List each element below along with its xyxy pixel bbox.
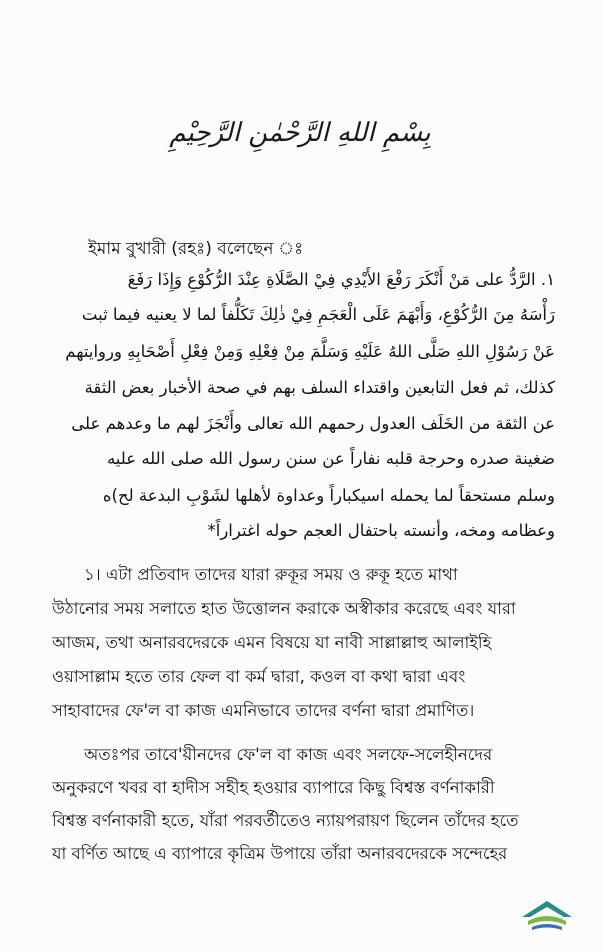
bismillah-calligraphy: بِسْمِ اللهِ الرَّحْمٰنِ الرَّحِيْمِ [169, 118, 431, 148]
bangla-line: উঠানোর সময় সলাতে হাত উত্তোলন করাকে অস্বীকার করেছে এবং যারা [52, 599, 516, 618]
bangla-line: অতঃপর তাবে'য়ীনদের ফে'ল বা কাজ এবং সলফে-সলেহীনদের [84, 745, 493, 764]
arabic-line: كذلك، ثم فعل التابعين واقتداء السلف بهم في صحة الأخبار بعض الثقة [84, 378, 555, 397]
arabic-line: عَنْ رَسُوْلِ اللهِ صَلَّى اللهُ عَلَيْهِ وَسَلَّمَ مِنْ فِعْلِهِ وَمِنْ فِعْلِ أَصْحَابِهِ وروايتهم [65, 342, 555, 361]
bangla-line: ওয়াসাল্লাম হতে তার ফেল বা কর্ম দ্বারা, কওল বা কথা দ্বারা এবং [52, 667, 466, 686]
arabic-line: عن الثقة من الخَلَف العدول رحمهم الله تعالى وأَنْجَزَ لهم ما وعدهم على [71, 414, 555, 433]
arabic-line: ضغينة صدره وحرجة قلبه نفاراً عن سنن رسول الله صلى الله عليه [106, 449, 555, 468]
arabic-line: رَأْسَهُ مِنَ الرُّكُوْعِ، وَأَبْهَمَ عَلَى الْعَجَمِ فِيْ ذٰلِكَ تَكَلُّفاً لما لا يعنيه فيما ثبت [81, 305, 555, 324]
arabic-line: ١. الرَّدُّ على مَنْ أَنْكَرَ رَفْعَ الأَيْدِي فِيْ الصَّلَاةِ عِنْدَ الرُّكُوْعِ وَإِذَا رَفَعَ [127, 270, 555, 289]
publisher-logo [518, 895, 576, 935]
bangla-line: অনুকরণে খবর বা হাদীস সহীহ হওয়ার ব্যাপারে কিছু বিশ্বস্ত বর্ণনাকারী [52, 778, 495, 797]
logo-book-icon [528, 916, 566, 925]
logo-wave-icon [532, 924, 562, 930]
arabic-line: وعظامه ومخه، وأنسته باحتفال العجم حوله اغتراراً* [207, 521, 555, 540]
intro-heading: ইমাম বুখারী (রহঃ) বলেছেন ঃ [88, 239, 304, 259]
logo-roof-icon [522, 901, 572, 917]
arabic-line: وسلم مستحقاً لما يحمله اسيكباراً وعداوة لأهلها لشَوْبِ البدعة لح)ه [102, 486, 555, 505]
bangla-line: ১। এটা প্রতিবাদ তাদের যারা রুকূর সময় ও রুকূ হতে মাথা [84, 565, 458, 584]
bangla-line: যা বর্ণিত আছে এ ব্যাপারে কৃত্রিম উপায়ে তাঁরা অনারবদেরকে সন্দেহের [52, 844, 508, 863]
bangla-line: সাহাবাদের ফে'ল বা কাজ এমনিভাবে তাদের বর্ণনা দ্বারা প্রমাণিত। [52, 701, 475, 720]
bangla-line: বিশ্বস্ত বর্ণনাকারী হতে, যাঁরা পরবর্তীতেও ন্যায়পরায়ণ ছিলেন তাঁদের হতে [52, 811, 519, 830]
bangla-line: আজম, তথা অনারবদেরকে এমন বিষয়ে যা নাবী সাল্লাল্লাহু আলাইহি [52, 633, 492, 652]
